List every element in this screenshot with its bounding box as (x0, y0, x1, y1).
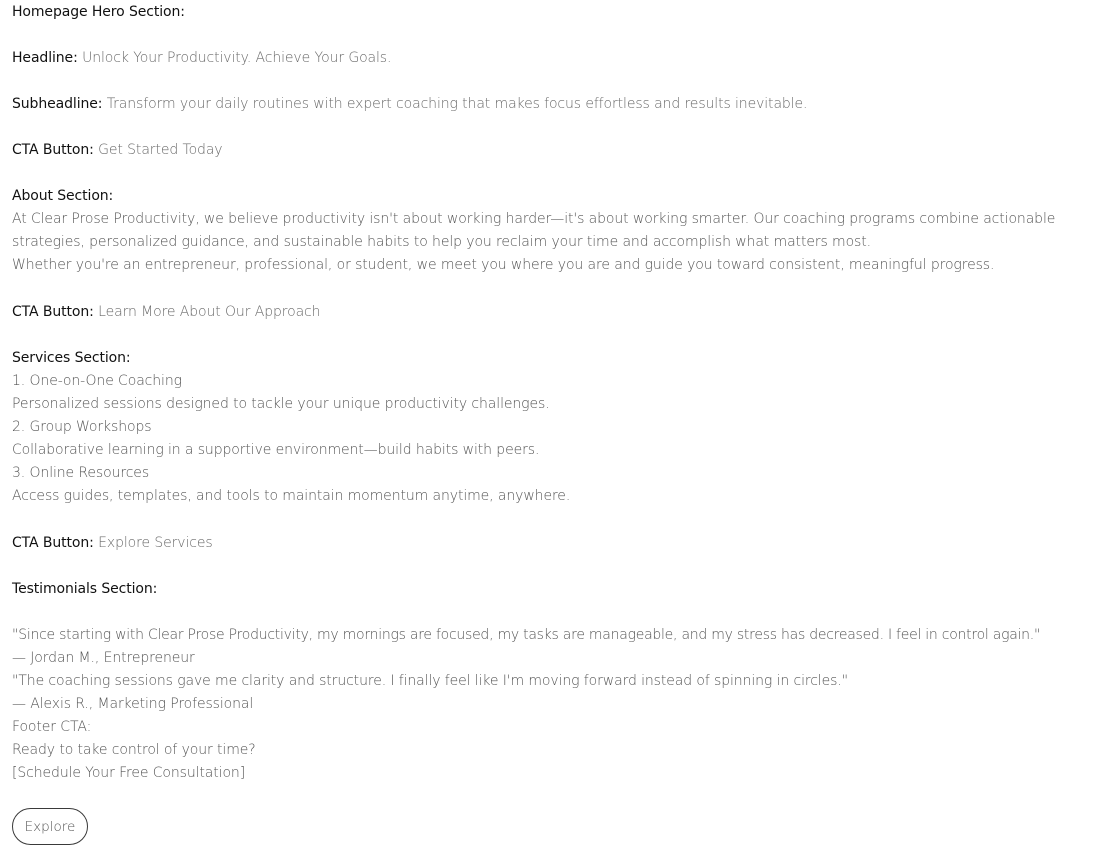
cta-label: CTA Button: (12, 535, 94, 551)
testimonial-quote: "The coaching sessions gave me clarity and structure. I finally feel like I'm moving forward instead of spinning in circles." (12, 673, 848, 689)
service-title: 1. One-on-One Coaching (12, 373, 182, 389)
about-paragraph-line: At Clear Prose Productivity, we believe productivity isn't about working harder—it's about working smarter. Our coaching programs combine actionable (12, 211, 1056, 227)
headline-label: Headline: (12, 50, 78, 66)
hero-subheadline-row (12, 93, 807, 116)
services-cta-row (12, 532, 213, 555)
about-paragraph-line: Whether you're an entrepreneur, professional, or student, we meet you where you are and guide you toward consistent, meaningful progress. (12, 257, 995, 273)
testimonial-author: — Alexis R., Marketing Professional (12, 696, 254, 712)
services-section-title: Services Section: (12, 350, 131, 366)
service-title: 2. Group Workshops (12, 419, 152, 435)
about-cta-row (12, 301, 320, 324)
service-description: Access guides, templates, and tools to maintain momentum anytime, anywhere. (12, 488, 571, 504)
service-title: 3. Online Resources (12, 465, 150, 481)
explore-button[interactable]: Explore (12, 808, 88, 845)
hero-cta-text: Get Started Today (98, 142, 223, 158)
footer-cta-title: Footer CTA: (12, 719, 92, 735)
about-cta-text: Learn More About Our Approach (98, 304, 321, 320)
hero-cta-row (12, 139, 222, 162)
footer-cta-prompt: Ready to take control of your time? (12, 742, 256, 758)
services-cta-text: Explore Services (98, 535, 213, 551)
about-section-title: About Section: (12, 188, 114, 204)
testimonials-section-title: Testimonials Section: (12, 581, 158, 597)
testimonial-author: — Jordan M., Entrepreneur (12, 650, 195, 666)
subheadline-label: Subheadline: (12, 96, 103, 112)
hero-headline-row (12, 47, 391, 70)
service-description: Collaborative learning in a supportive environment—build habits with peers. (12, 442, 540, 458)
cta-label: CTA Button: (12, 304, 94, 320)
service-description: Personalized sessions designed to tackle your unique productivity challenges. (12, 396, 550, 412)
testimonial-quote: "Since starting with Clear Prose Productivity, my mornings are focused, my tasks are manageable, and my stress has decreased. I feel in control again." (12, 627, 1041, 643)
about-paragraph-line: strategies, personalized guidance, and sustainable habits to help you reclaim your time and accomplish what matters most. (12, 234, 871, 250)
cta-label: CTA Button: (12, 142, 94, 158)
headline-text: Unlock Your Productivity. Achieve Your Goals. (82, 50, 392, 66)
footer-cta-text: [Schedule Your Free Consultation] (12, 765, 246, 781)
hero-section-title: Homepage Hero Section: (12, 4, 185, 20)
subheadline-text: Transform your daily routines with expert coaching that makes focus effortless and results inevitable. (106, 96, 808, 112)
